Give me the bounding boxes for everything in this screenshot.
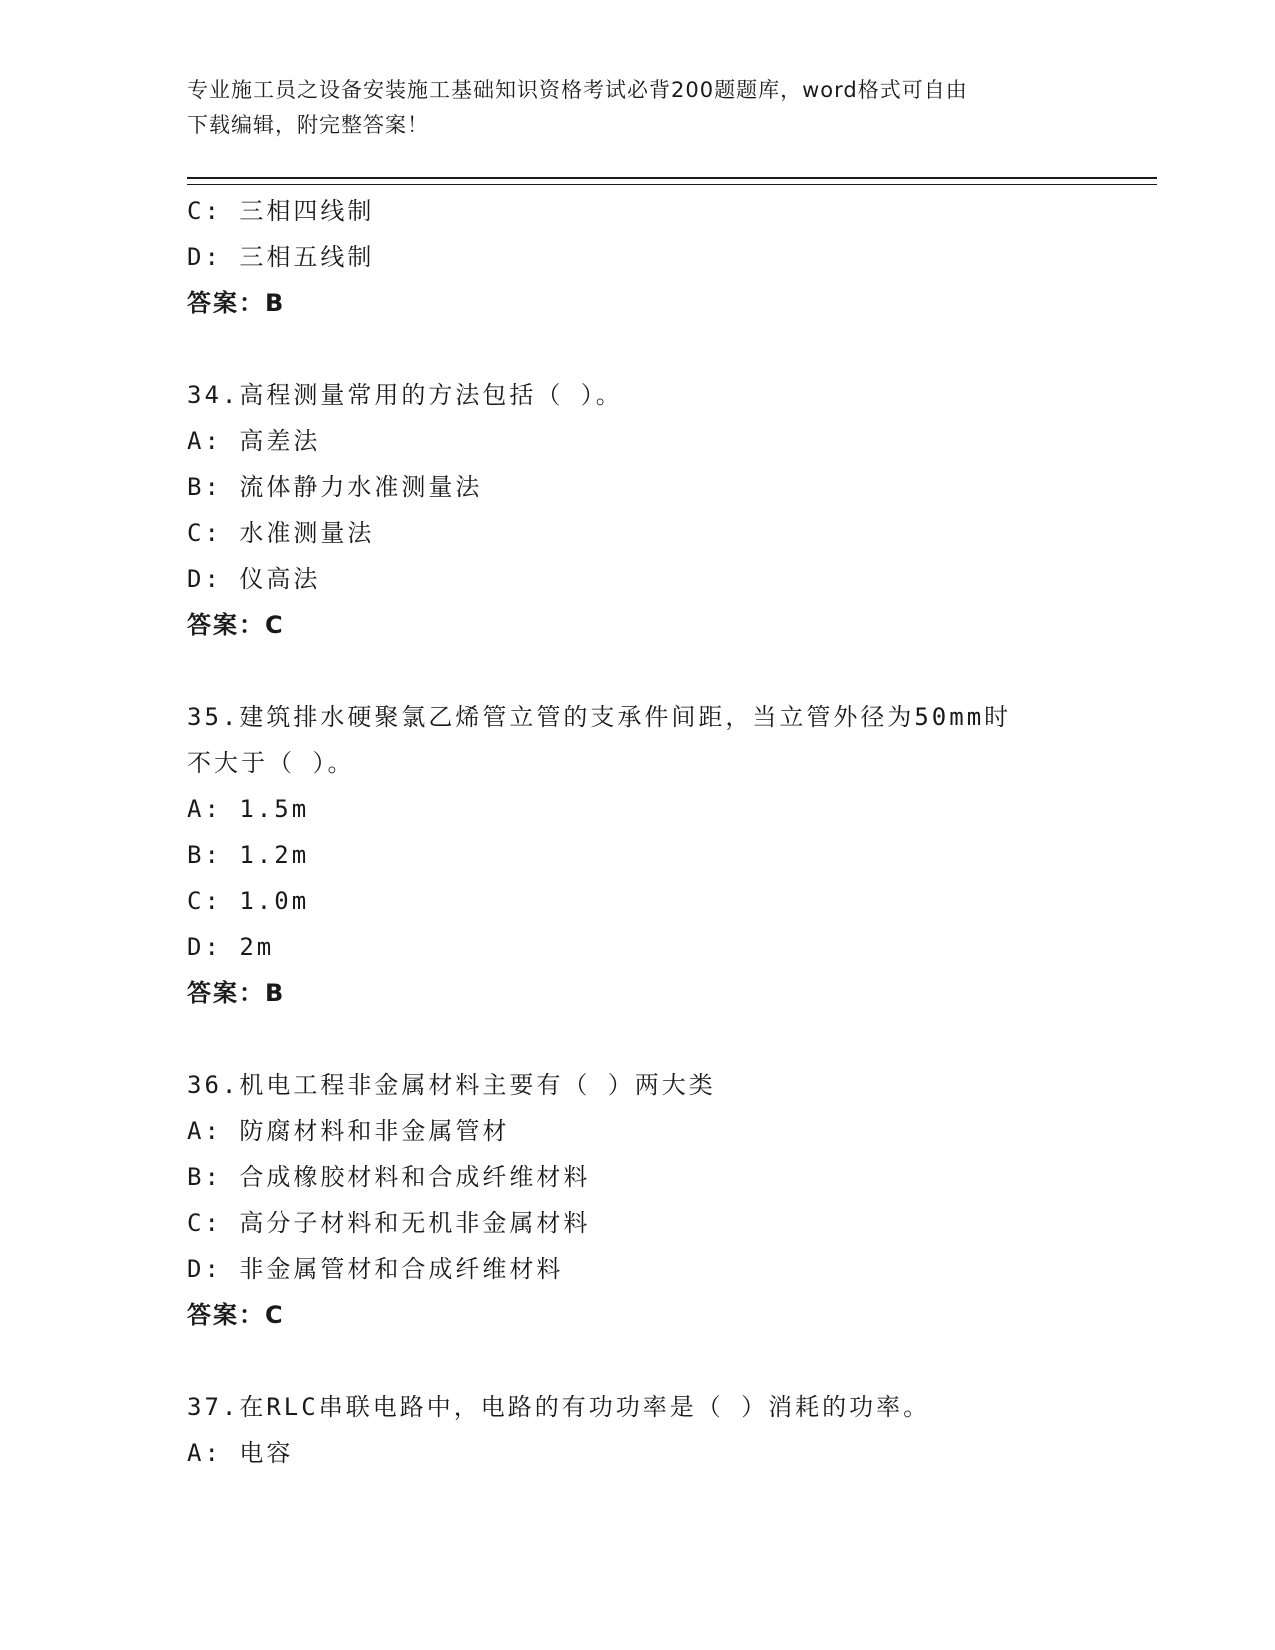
- header-divider: [187, 177, 1157, 185]
- option-a: A: 1.5m: [187, 795, 310, 823]
- option-c: C: 1.0m: [187, 887, 310, 915]
- option-d: D: 仪高法: [187, 565, 321, 593]
- header-title-line-2: 下载编辑，附完整答案！: [187, 113, 429, 137]
- option-c: C: 高分子材料和无机非金属材料: [187, 1209, 591, 1237]
- question-spacer: [187, 1338, 1157, 1384]
- question-block-34: [187, 372, 1157, 648]
- option-b: B: 合成橡胶材料和合成纤维材料: [187, 1163, 591, 1191]
- answer-line: 答案：B: [187, 979, 286, 1007]
- option-b: B: 1.2m: [187, 841, 310, 869]
- question-block-35: [187, 694, 1157, 1016]
- header-title-line-1: 专业施工员之设备安装施工基础知识资格考试必背200题题库，word格式可自由: [187, 78, 968, 102]
- question-block-36: [187, 1062, 1157, 1338]
- question-stem: 34.高程测量常用的方法包括（ ）。: [187, 381, 623, 409]
- option-d: D: 2m: [187, 933, 275, 961]
- answer-line: 答案：B: [187, 289, 286, 317]
- option-d: D: 非金属管材和合成纤维材料: [187, 1255, 564, 1283]
- option-c: C: 水准测量法: [187, 519, 375, 547]
- answer-line: 答案：C: [187, 1301, 285, 1329]
- question-stem: 37.在RLC串联电路中，电路的有功功率是（ ）消耗的功率。: [187, 1393, 931, 1421]
- option-b: B: 流体静力水准测量法: [187, 473, 483, 501]
- option-c: C: 三相四线制: [187, 197, 375, 225]
- question-list: [187, 188, 1157, 1476]
- question-stem: 36.机电工程非金属材料主要有（ ）两大类: [187, 1071, 716, 1099]
- question-stem: 35.建筑排水硬聚氯乙烯管立管的支承件间距，当立管外径为50mm时: [187, 703, 1012, 731]
- question-stem-continued: 不大于（ ）。: [187, 749, 355, 777]
- option-a: A: 高差法: [187, 427, 321, 455]
- answer-line: 答案：C: [187, 611, 285, 639]
- question-spacer: [187, 1016, 1157, 1062]
- option-a: A: 电容: [187, 1439, 294, 1467]
- option-a: A: 防腐材料和非金属管材: [187, 1117, 510, 1145]
- question-block-partial: [187, 188, 1157, 326]
- question-spacer: [187, 648, 1157, 694]
- question-spacer: [187, 326, 1157, 372]
- option-d: D: 三相五线制: [187, 243, 375, 271]
- document-header: [187, 73, 1087, 143]
- question-block-37: [187, 1384, 1157, 1476]
